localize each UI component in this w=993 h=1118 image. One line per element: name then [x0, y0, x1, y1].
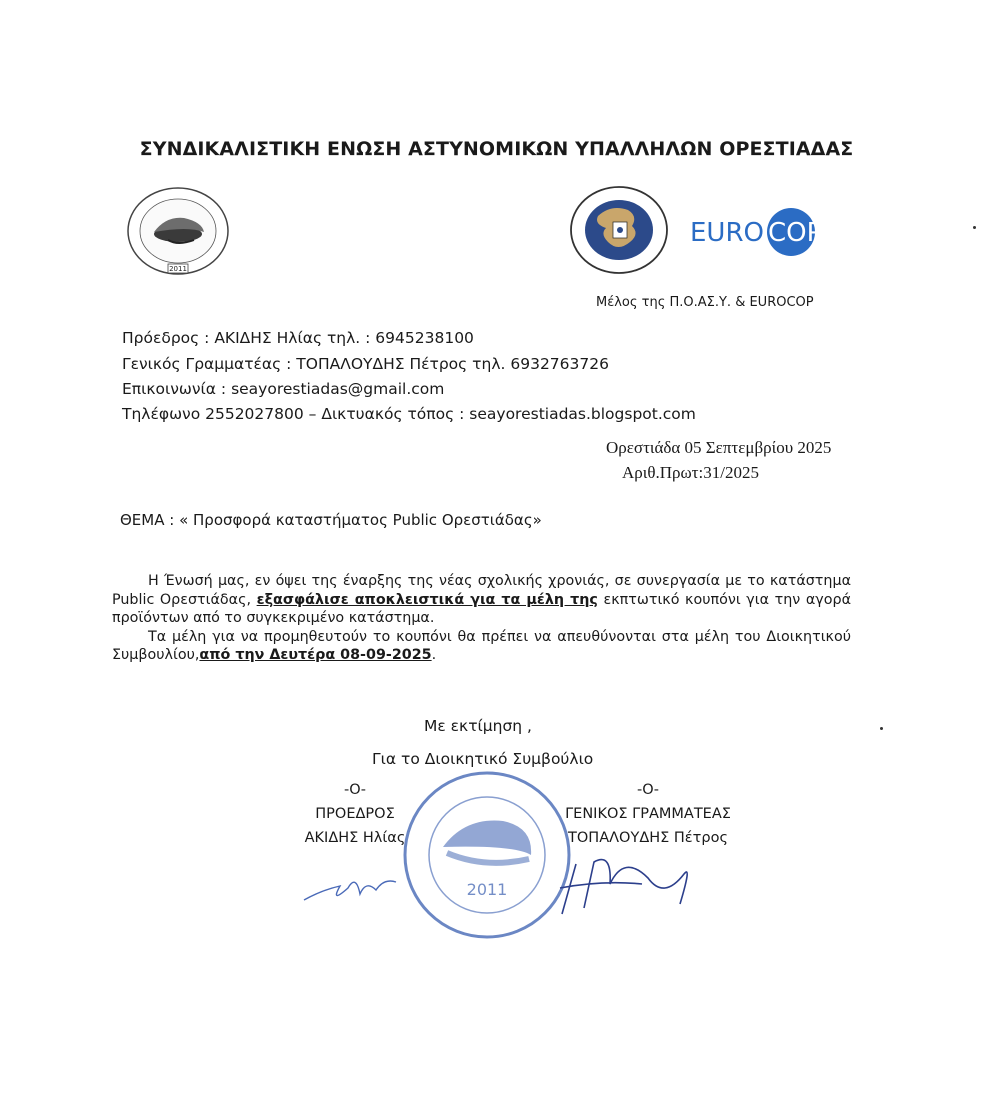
p1-text: Η Ένωσή μας, εν όψει της έναρξης της νέας σχολικής χρονιάς, σε συνεργασία με το κατάστημα Public Ορεστιάδας,	[112, 573, 851, 608]
letter-body	[112, 572, 851, 665]
secretary-role: ΓΕΝΙΚΟΣ ΓΡΑΜΜΑΤΕΑΣ	[565, 806, 731, 822]
scan-mark	[973, 226, 976, 229]
contact-email: Επικοινωνία : seayorestiadas@gmail.com	[122, 380, 445, 398]
p2-text-end: .	[431, 647, 437, 663]
p2-text: Τα μέλη για να προμηθευτούν το κουπόνι θα πρέπει να απευθύνονται στα μέλη του Διοικητικού Συμβουλίου,	[112, 628, 851, 663]
president-handwritten-signature	[300, 860, 410, 910]
eurocop-logo	[688, 204, 818, 260]
president-signature-block	[290, 778, 420, 850]
letter-date: Ορεστιάδα 05 Σεπτεμβρίου 2025	[606, 438, 832, 457]
letter-subject: ΘΕΜΑ : « Προσφορά καταστήματος Public Ορεστιάδας»	[120, 511, 542, 529]
member-line: Μέλος της Π.Ο.ΑΣ.Υ. & EUROCOP	[596, 295, 814, 310]
p2-emphasis: από την Δευτέρα 08-09-2025	[199, 647, 432, 663]
contact-secretary: Γενικός Γραμματέας : ΤΟΠΑΛΟΥΔΗΣ Πέτρος τηλ. 6932763726	[122, 355, 609, 373]
union-logo	[118, 186, 238, 286]
president-mark: -Ο-	[344, 782, 366, 798]
secretary-name: ΤΟΠΑΛΟΥΔΗΣ Πέτρος	[568, 830, 728, 846]
poasy-logo	[566, 186, 676, 278]
p1-emphasis: εξασφάλισε αποκλειστικά για τα μέλη της	[256, 591, 598, 608]
document-title: ΣΥΝΔΙΚΑΛΙΣΤΙΚΗ ΕΝΩΣΗ ΑΣΤΥΝΟΜΙΚΩΝ ΥΠΑΛΛΗΛΩΝ ΟΡΕΣΤΙΑΔΑΣ	[139, 138, 854, 160]
logo-year: 2011	[169, 265, 187, 273]
contact-president: Πρόεδρος : ΑΚΙΔΗΣ Ηλίας τηλ. : 6945238100	[122, 329, 474, 347]
p1-text-end: εκπτωτικό κουπόνι για την αγορά προϊόντων από το συγκεκριμένο κατάστημα.	[112, 591, 851, 626]
on-behalf: Για το Διοικητικό Συμβούλιο	[372, 750, 594, 768]
secretary-handwritten-signature	[552, 844, 702, 924]
eurocop-part1: EURO	[690, 218, 764, 248]
secretary-signature-block	[548, 778, 748, 850]
closing: Με εκτίμηση ,	[424, 717, 532, 735]
contact-phone-web: Τηλέφωνο 2552027800 – Δικτυακός τόπος : seayorestiadas.blogspot.com	[122, 405, 696, 423]
paragraph-1	[112, 572, 851, 628]
eurocop-part2: COP	[768, 218, 818, 248]
stamp-year: 2011	[466, 880, 508, 899]
secretary-mark: -Ο-	[637, 782, 659, 798]
president-role: ΠΡΟΕΔΡΟΣ	[315, 806, 395, 822]
scan-mark	[880, 727, 883, 730]
president-name: ΑΚΙΔΗΣ Ηλίας	[304, 830, 406, 846]
protocol-number: Αριθ.Πρωτ:31/2025	[622, 463, 759, 482]
paragraph-2	[112, 628, 851, 665]
